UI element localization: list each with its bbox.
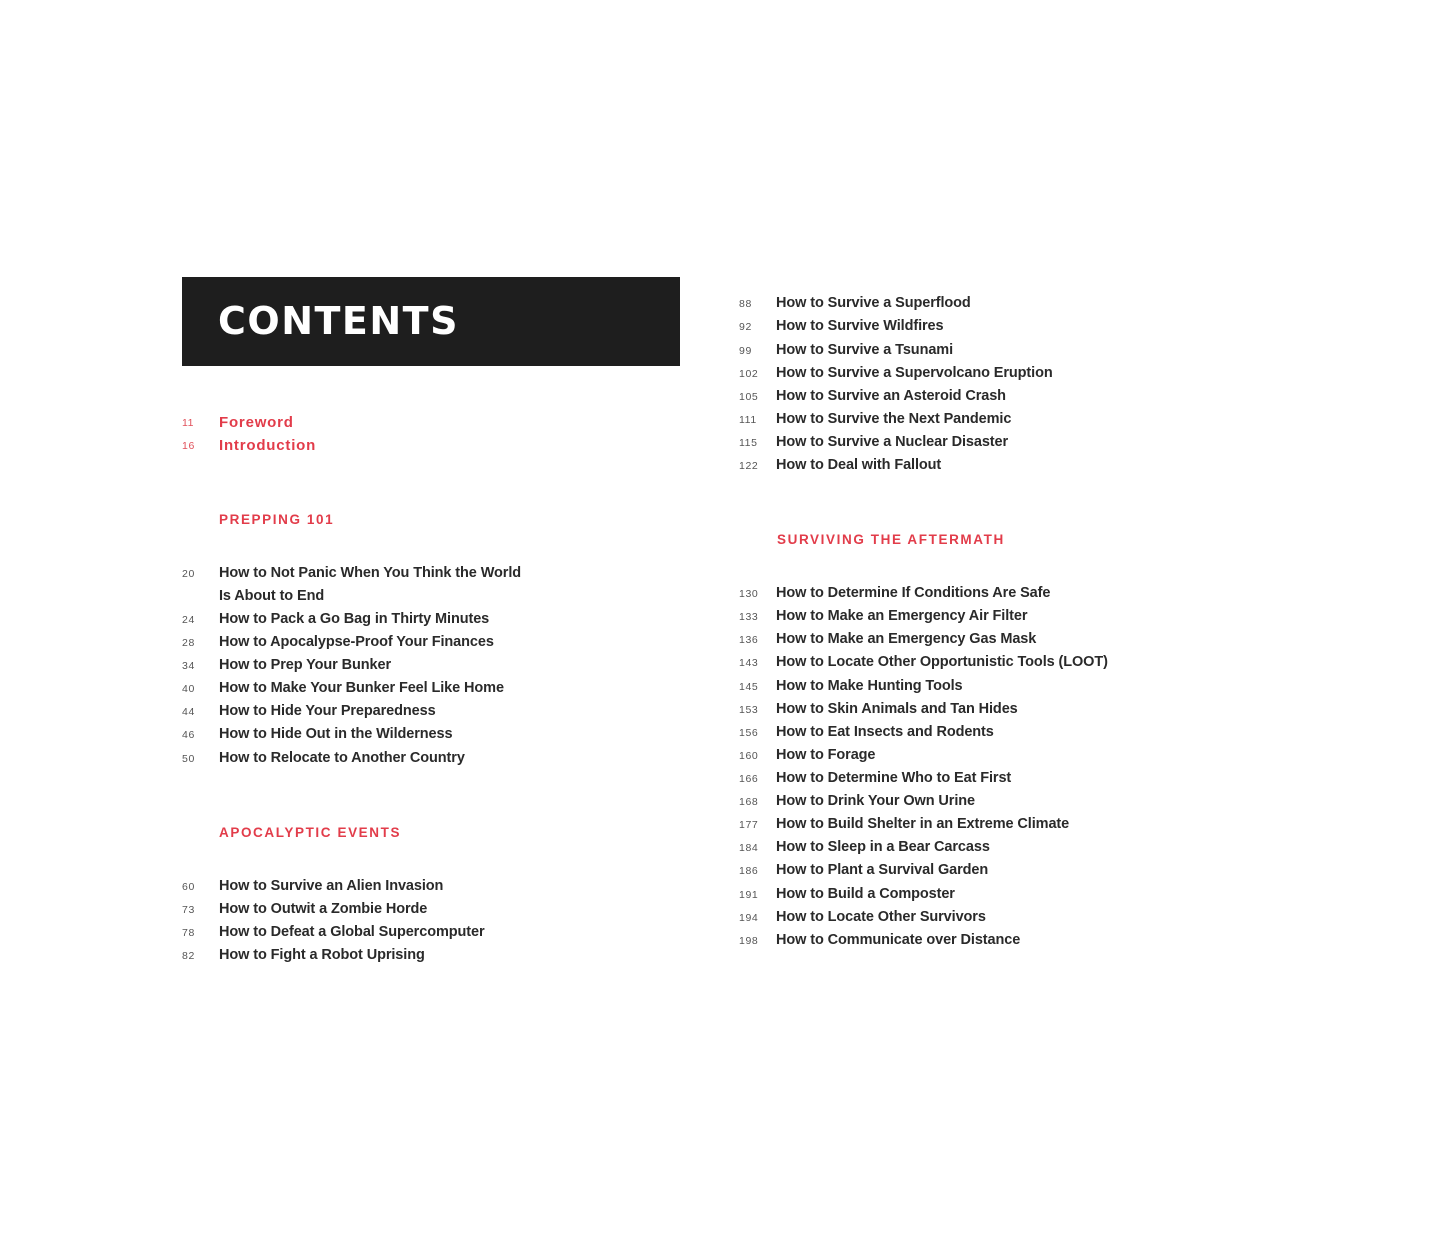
entry-title: How to Forage xyxy=(776,747,876,763)
page-number: 105 xyxy=(739,391,759,403)
entry-title: How to Survive the Next Pandemic xyxy=(776,411,1012,427)
entry-title: How to Survive a Nuclear Disaster xyxy=(776,434,1009,450)
page-number: 166 xyxy=(739,773,759,785)
entry-title: How to Locate Other Opportunistic Tools (LOOT) xyxy=(776,654,1108,670)
entry-title: How to Survive Wildfires xyxy=(776,318,944,334)
entry-title: How to Build a Composter xyxy=(776,886,955,902)
section-heading-prepping: PREPPING 101 xyxy=(219,512,335,527)
page-number: 130 xyxy=(739,588,759,600)
entry-title: How to Make an Emergency Air Filter xyxy=(776,608,1028,624)
page-number: 88 xyxy=(739,298,752,310)
page-number: 198 xyxy=(739,935,759,947)
entry-title-continued: Is About to End xyxy=(219,588,325,604)
entry-title: Foreword xyxy=(219,414,294,431)
entry-title: How to Determine Who to Eat First xyxy=(776,770,1012,786)
page-number: 40 xyxy=(182,683,195,695)
entry-title: How to Build Shelter in an Extreme Climate xyxy=(776,816,1070,832)
page-title: CONTENTS xyxy=(218,299,459,343)
page-number: 136 xyxy=(739,634,759,646)
entry-title: How to Skin Animals and Tan Hides xyxy=(776,701,1018,717)
entry-title: How to Survive a Superflood xyxy=(776,295,971,311)
entry-title: How to Hide Out in the Wilderness xyxy=(219,726,453,742)
entry-title: How to Survive an Alien Invasion xyxy=(219,878,444,894)
entry-title: How to Outwit a Zombie Horde xyxy=(219,901,428,917)
entry-title: How to Determine If Conditions Are Safe xyxy=(776,585,1051,601)
page-number: 73 xyxy=(182,904,195,916)
entry-title: How to Communicate over Distance xyxy=(776,932,1021,948)
page-number: 44 xyxy=(182,706,195,718)
section-heading-apocalyptic: APOCALYPTIC EVENTS xyxy=(219,825,402,840)
entry-title: How to Make Your Bunker Feel Like Home xyxy=(219,680,504,696)
entry-title: How to Pack a Go Bag in Thirty Minutes xyxy=(219,611,490,627)
entry-title: How to Apocalypse-Proof Your Finances xyxy=(219,634,494,650)
page-number: 184 xyxy=(739,842,759,854)
entry-title: How to Not Panic When You Think the World xyxy=(219,565,522,581)
entry-title: How to Survive a Supervolcano Eruption xyxy=(776,365,1053,381)
entry-title: How to Hide Your Preparedness xyxy=(219,703,436,719)
entry-title: How to Deal with Fallout xyxy=(776,457,942,473)
entry-title: How to Defeat a Global Supercomputer xyxy=(219,924,485,940)
page-number: 34 xyxy=(182,660,195,672)
page-number: 24 xyxy=(182,614,195,626)
entry-title: How to Locate Other Survivors xyxy=(776,909,986,925)
page-number: 16 xyxy=(182,440,195,452)
entry-title: How to Sleep in a Bear Carcass xyxy=(776,839,990,855)
page-number: 11 xyxy=(182,417,195,429)
page-number: 145 xyxy=(739,681,759,693)
entry-title: How to Prep Your Bunker xyxy=(219,657,391,673)
page-number: 46 xyxy=(182,729,195,741)
page-number: 92 xyxy=(739,321,752,333)
entry-title: How to Relocate to Another Country xyxy=(219,750,465,766)
page-number: 20 xyxy=(182,568,195,580)
entry-title: Introduction xyxy=(219,437,317,454)
entry-title: How to Plant a Survival Garden xyxy=(776,862,989,878)
page-number: 82 xyxy=(182,950,195,962)
page-number: 156 xyxy=(739,727,759,739)
page-number: 28 xyxy=(182,637,195,649)
page-number: 191 xyxy=(739,889,759,901)
entry-title: How to Fight a Robot Uprising xyxy=(219,947,425,963)
entry-title: How to Make an Emergency Gas Mask xyxy=(776,631,1037,647)
page-number: 133 xyxy=(739,611,759,623)
section-heading-aftermath: SURVIVING THE AFTERMATH xyxy=(777,532,1005,547)
entry-title: How to Drink Your Own Urine xyxy=(776,793,975,809)
page-number: 194 xyxy=(739,912,759,924)
page-number: 99 xyxy=(739,345,752,357)
page-number: 78 xyxy=(182,927,195,939)
page-number: 60 xyxy=(182,881,195,893)
page-number: 102 xyxy=(739,368,759,380)
page-number: 122 xyxy=(739,460,759,472)
page-number: 177 xyxy=(739,819,759,831)
contents-title-banner xyxy=(182,277,680,366)
page-number: 143 xyxy=(739,657,759,669)
page-number: 111 xyxy=(739,414,757,426)
entry-title: How to Make Hunting Tools xyxy=(776,678,963,694)
entry-title: How to Eat Insects and Rodents xyxy=(776,724,994,740)
page-number: 186 xyxy=(739,865,759,877)
page-number: 50 xyxy=(182,753,195,765)
entry-title: How to Survive a Tsunami xyxy=(776,342,954,358)
page-number: 160 xyxy=(739,750,759,762)
page-number: 115 xyxy=(739,437,758,449)
entry-title: How to Survive an Asteroid Crash xyxy=(776,388,1006,404)
page-number: 168 xyxy=(739,796,759,808)
page-number: 153 xyxy=(739,704,759,716)
